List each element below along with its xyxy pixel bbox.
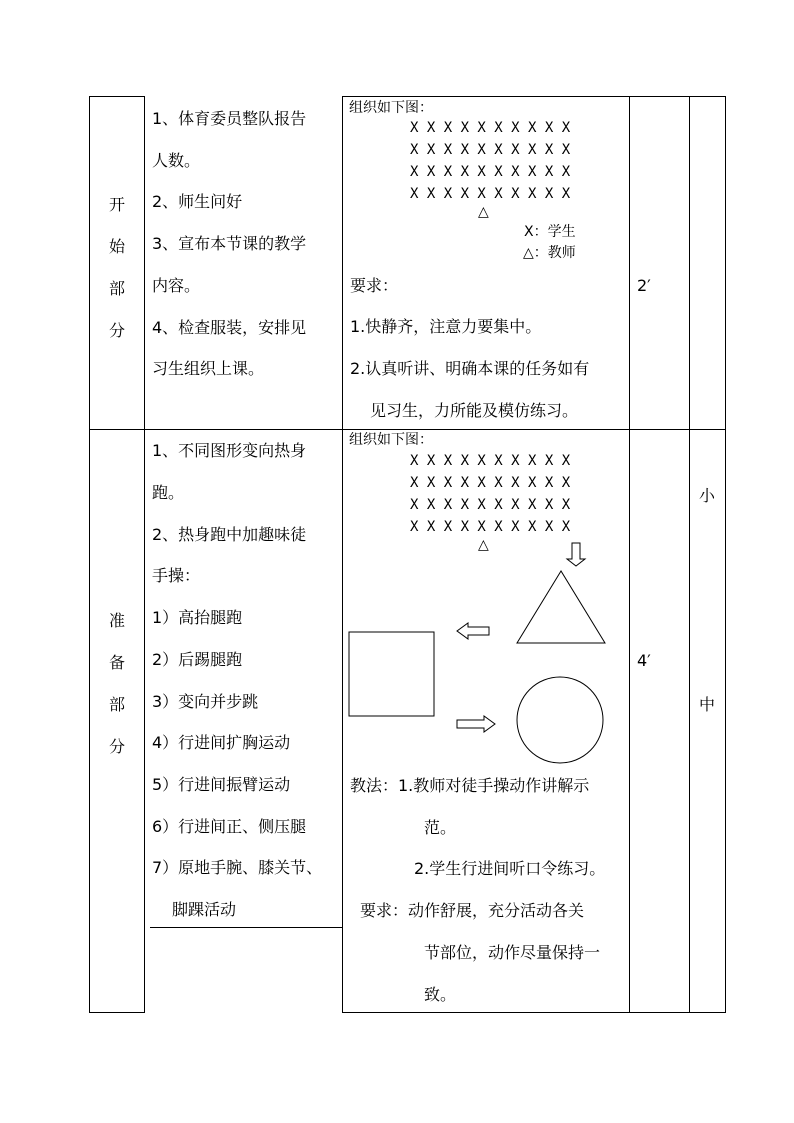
formation-row: X X X X X X X X X X [410,453,571,469]
requirement-line: 致。 [424,985,457,1004]
triangle-shape [517,571,605,643]
content-line: 4、检查服装，安排见 [152,318,307,337]
time-value: 4′ [637,651,651,670]
content-line: 1、体育委员整队报告 [152,109,307,128]
formation-row: X X X X X X X X X X [410,475,571,491]
content-line: 7）原地手腕、膝关节、 [152,858,323,877]
circle-shape [517,677,603,763]
content-line: 4）行进间扩胸运动 [152,733,291,752]
section-label-char: 始 [108,237,125,256]
intensity-char: 小 [698,486,715,505]
requirement-line: 2.认真听讲、明确本课的任务如有 [350,359,590,378]
org-title: 组织如下图： [349,100,433,116]
legend-student: X：学生 [524,224,576,240]
content-line: 1、不同图形变向热身 [152,441,307,460]
content-line: 习生组织上课。 [152,359,265,378]
time-value: 2′ [637,276,651,295]
teacher-mark: △ [478,537,489,553]
requirement-line: 节部位，动作尽量保持一 [424,943,601,962]
content-line: 5）行进间振臂运动 [152,775,291,794]
arrow-down-icon [567,543,585,566]
content-line: 1）高抬腿跑 [152,608,243,627]
arrow-left-icon [457,623,489,639]
requirement-line: 见习生，力所能及模仿练习。 [370,401,579,420]
section-label-char: 分 [108,321,125,340]
formation-row: X X X X X X X X X X [410,164,571,180]
content-line: 2、师生问好 [152,192,243,211]
formation-row: X X X X X X X X X X [410,142,571,158]
section-label-char: 部 [108,695,125,714]
content-line: 内容。 [152,276,201,295]
formation-row: X X X X X X X X X X [410,120,571,136]
legend-teacher: △：教师 [523,245,576,261]
section-label-char: 部 [108,279,125,298]
method-line: 2.学生行进间听口令练习。 [414,859,606,878]
content-line: 人数。 [152,151,201,170]
org-title: 组织如下图： [349,432,433,448]
requirement-line: 1.快静齐，注意力要集中。 [350,317,542,336]
content-line: 手操： [152,566,201,585]
method-line: 教法：1.教师对徒手操动作讲解示 [350,776,590,795]
formation-row: X X X X X X X X X X [410,497,571,513]
content-line: 2、热身跑中加趣味徒 [152,525,307,544]
requirement-title: 要求： [350,276,399,295]
content-line: 2）后踢腿跑 [152,650,243,669]
content-line: 跑。 [152,483,185,502]
square-shape [349,632,434,716]
formation-row: X X X X X X X X X X [410,519,571,535]
requirement-line: 要求：动作舒展，充分活动各关 [360,901,585,920]
section-label-char: 备 [108,653,125,672]
content-line: 3）变向并步跳 [152,692,259,711]
content-line: 3、宣布本节课的教学 [152,234,307,253]
intensity-char: 中 [698,695,715,714]
content-line: 脚踝活动 [172,900,237,919]
method-line: 范。 [424,818,457,837]
section-label-char: 分 [108,737,125,756]
teacher-mark: △ [478,204,489,220]
section-label-char: 准 [108,611,125,630]
content-line: 6）行进间正、侧压腿 [152,817,307,836]
formation-row: X X X X X X X X X X [410,186,571,202]
section-label-char: 开 [108,195,125,214]
arrow-right-icon [457,716,495,732]
